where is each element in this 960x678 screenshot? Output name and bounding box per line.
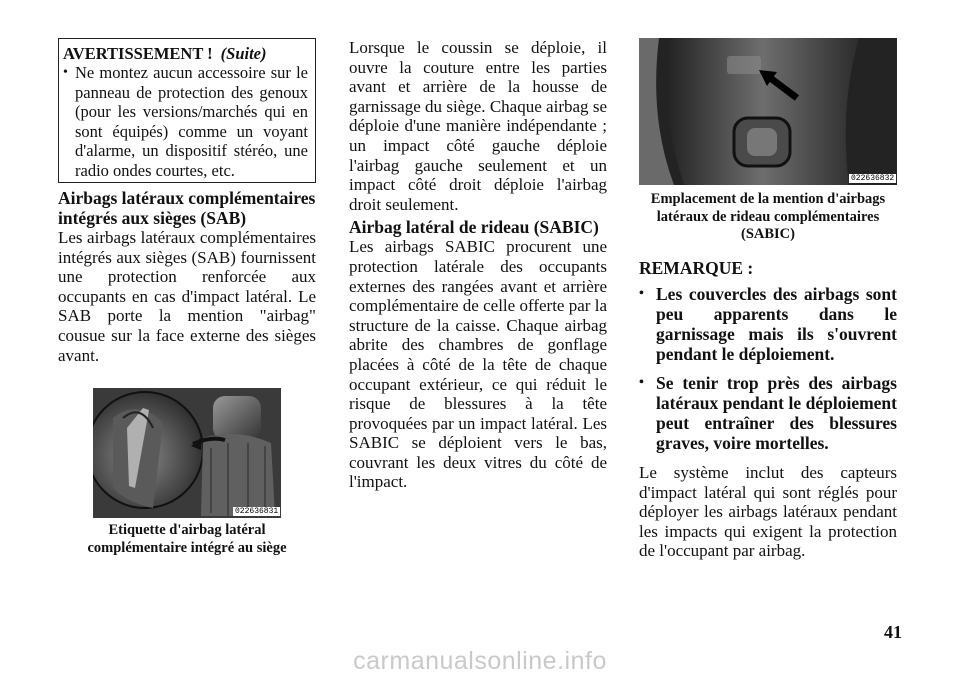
figure2-part-number: 022636832 — [851, 174, 895, 183]
sensor-paragraph: Le système inclut des capteurs d'impact latéral qui sont réglés pour déployer les airbags latéraux pendant les impacts qui exigent la protection de l'occupant par airbag. — [639, 463, 897, 561]
sabic-heading: Airbag latéral de rideau (SABIC) — [349, 217, 599, 238]
figure2-caption: Emplacement de la mention d'airbags latéraux de rideau complémentaires (SABIC) — [650, 191, 886, 242]
watermark: carmanualsonline.info — [353, 647, 607, 675]
sab-section — [58, 188, 316, 365]
deployment-paragraph: Lorsque le coussin se déploie, il ouvre la couture entre les parties avant et arrière de la housse de garnissage du siège. Chaque airbag se déploie d'une manière indépendante ; un impact côté gauche déploie l'airbag gauche seulement et un impact côté droit déploie l'airbag droit seulement. — [349, 38, 607, 214]
bullet-icon: • — [639, 375, 644, 390]
remarque-item-text: Les couvercles des airbags sont peu apparents dans le garnissage mais ils s'ouvrent pendant le déploiement. — [656, 284, 897, 364]
sabic-label-photo — [639, 38, 897, 185]
remarque-item — [639, 284, 897, 364]
column-2 — [349, 38, 607, 492]
seat-illustration — [93, 388, 281, 518]
sab-heading: Airbags latéraux complémentaires intégrés aux sièges (SAB) — [58, 188, 316, 228]
warning-title — [63, 44, 308, 63]
remarque-section — [639, 258, 897, 561]
figure1-caption: Etiquette d'airbag latéral complémentaire intégré au siège — [87, 522, 287, 556]
warning-bullet-text: Ne montez aucun accessoire sur le panneau de protection des genoux (pour les versions/marchés qui en sont équipés) comme un voyant d'alarme, un dispositif stéréo, une radio ondes courtes, etc. — [75, 63, 308, 180]
figure1-part-number: 022636831 — [235, 507, 279, 516]
remarque-title: REMARQUE : — [639, 258, 754, 278]
page-number: 41 — [884, 622, 902, 642]
warning-bullet-item — [63, 63, 308, 181]
bullet-icon: • — [63, 65, 68, 80]
seat-airbag-label-photo — [93, 388, 281, 518]
pillar-illustration — [639, 38, 897, 185]
warning-title-text: AVERTISSEMENT ! — [63, 44, 213, 63]
sab-paragraph: Les airbags latéraux complémentaires intégrés aux sièges (SAB) fournissent une protection renforcée aux occupants en cas d'impact latéral. Le SAB porte la mention "airbag" cousue sur la face externe des sièges avant. — [58, 228, 316, 365]
warning-box — [58, 38, 316, 183]
warning-suite: (Suite) — [220, 44, 267, 63]
sabic-paragraph: Les airbags SABIC procurent une protection latérale des occupants externes des rangées avant et arrière complémentaire de celle offerte par la structure de la caisse. Chaque airbag abrite des chambres de gonflage placées à côté de la tête de chaque occupant extérieur, ce qui réduit le risque de blessures à la tête provoquées par un impact latéral. Les SABIC se déploient vers le bas, couvrant les deux vitres du côté de l'impact. — [349, 237, 607, 492]
bullet-icon: • — [639, 286, 644, 301]
remarque-item — [639, 373, 897, 453]
remarque-item-text: Se tenir trop près des airbags latéraux pendant le déploiement peut entraîner des blessures graves, voire mortelles. — [656, 373, 897, 453]
